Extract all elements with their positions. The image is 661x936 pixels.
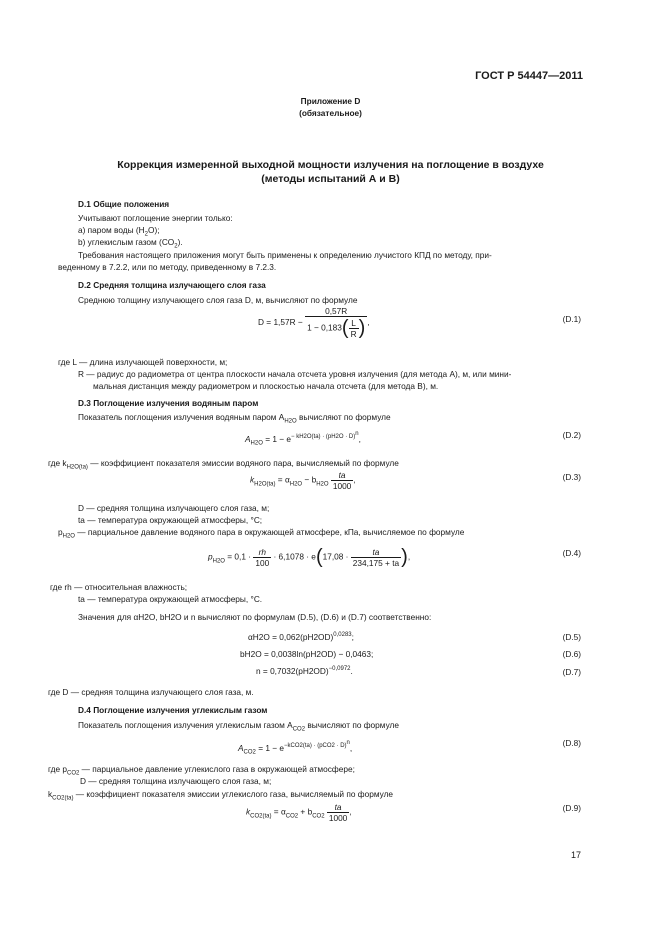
d1-item-a: а) паром воды $(H_2O)$; [78,225,160,238]
d3-values-text: Значения для αH2O, bH2O и n вычисляют по формулам (D.5), (D.6) и (D.7) соответственно: [78,612,432,622]
d1-req-line1: Требования настоящего приложения могут быть применены к определению лучистого КПД по методу, при- [78,250,492,260]
d1-req-line2: веденному в 7.2.2, или по методу, приведенному в 7.2.3. [58,262,277,272]
d3-where-k: где $k_{H2O(ta)}$ — коэффициент показателя эмиссии водяного пара, вычисляемый по формуле [48,458,399,471]
annex-status: (обязательное) [299,108,362,118]
equation-d7: $n = 0,7032(pH2OD)^{-0,0972}$. [256,666,353,676]
d3-heading: D.3 Поглощение излучения водяным паром [78,398,259,408]
d2-where-R-line1: R — радиус до радиометра от центра плоскости начала отсчета уровня излучения (для метода А), м, или мини- [78,369,512,379]
d2-where-L: где L — длина излучающей поверхности, м; [58,357,228,367]
equation-tag-d8: (D.8) [562,738,581,748]
d2-heading: D.2 Средняя толщина излучающего слоя газа [78,280,266,290]
main-title-line1: Коррекция измеренной выходной мощности излучения на поглощение в воздухе [117,159,544,171]
d3-where-ta: ta — температура окружающей атмосферы, °C; [78,515,263,525]
equation-tag-d4: (D.4) [562,548,581,558]
equation-d9: $k_{CO2(ta)} = \alpha_{CO2} + b_{CO2}$ $\frac{ta}{1000}$ , [246,802,352,823]
equation-tag-d6: (D.6) [562,649,581,659]
equation-d2: $A_{H2O} = 1 - e^{- kH2O(ta) \cdot (pH2O \cdot D)^n}$, [245,431,361,447]
equation-tag-d2: (D.2) [562,430,581,440]
d4-where-D: D — средняя толщина излучающего слоя газа, м; [80,776,272,786]
annex-title: Приложение D [300,96,361,106]
equation-tag-d1: (D.1) [562,314,581,324]
equation-d1: D = 1,57R − 0,57R 1 − 0,183( $\frac{L}{R}$ ) , [258,306,370,339]
d2-intro: Среднюю толщину излучающего слоя газа D, м, вычисляют по формуле [78,295,358,305]
d3-where-ta2: ta — температура окружающей атмосферы, °C. [78,594,263,604]
d3-where-rh: где rh — относительная влажность; [50,582,188,592]
page-number: 17 [570,850,581,860]
equation-d8: $A_{CO2} = 1 - e^{-kCO2(ta) \cdot (pCO2 \cdot D)^n}$, [238,740,353,756]
equation-d6: bH2O = 0,0038ln(pH2OD) − 0,0463; [240,649,374,659]
main-title-line2: (методы испытаний А и В) [261,173,400,185]
equation-d5: $\alpha H2O = 0,062(pH2OD)^{0,0283}$; [248,632,354,642]
equation-d4: $p_{H2O} = 0,1$ · $\frac{rh}{100}$ · 6,1078 · e(17,08 · $\frac{ta}{234,175 + ta}$ ), [208,546,411,568]
d1-intro: Учитывают поглощение энергии только: [78,213,233,223]
equation-tag-d5: (D.5) [562,632,581,642]
d1-heading: D.1 Общие положения [78,199,170,209]
equation-tag-d3: (D.3) [562,472,581,482]
d3-where-p: $p_{H2O}$ — парциальное давление водяного пара в окружающей атмосфере, кПа, вычисляемое по формуле [58,527,465,540]
d4-heading: D.4 Поглощение излучения углекислым газом [78,705,268,715]
equation-tag-d9: (D.9) [562,803,581,813]
d1-item-b: b) углекислым газом $(CO_2)$. [78,237,183,250]
d4-where-p: где $p_{CO2}$ — парциальное давление углекислого газа в окружающей атмосфере; [48,764,355,777]
doc-number: ГОСТ Р 54447—2011 [475,70,583,82]
d3-intro: Показатель поглощения излучения водяным паром $A_{H2O}$ вычисляют по формуле [78,412,391,425]
d4-where-k: $k_{CO2(ta)}$ — коэффициент показателя эмиссии углекислого газа, вычисляемый по формуле [48,789,394,802]
d3-where-D: D — средняя толщина излучающего слоя газа, м; [78,503,270,513]
equation-d3: $k_{H2O(ta)} = \alpha_{H2O} - b_{H2O}$ $\frac{ta}{1000}$ , [250,470,356,491]
d3-where-D2: где D — средняя толщина излучающего слоя газа, м. [48,687,254,697]
d2-where-R-line2: мальная дистанция между радиометром и плоскостью начала отсчета (для метода В), м. [93,381,439,391]
d4-intro: Показатель поглощения излучения углекислым газом $A_{CO2}$ вычисляют по формуле [78,720,400,733]
equation-tag-d7: (D.7) [562,667,581,677]
